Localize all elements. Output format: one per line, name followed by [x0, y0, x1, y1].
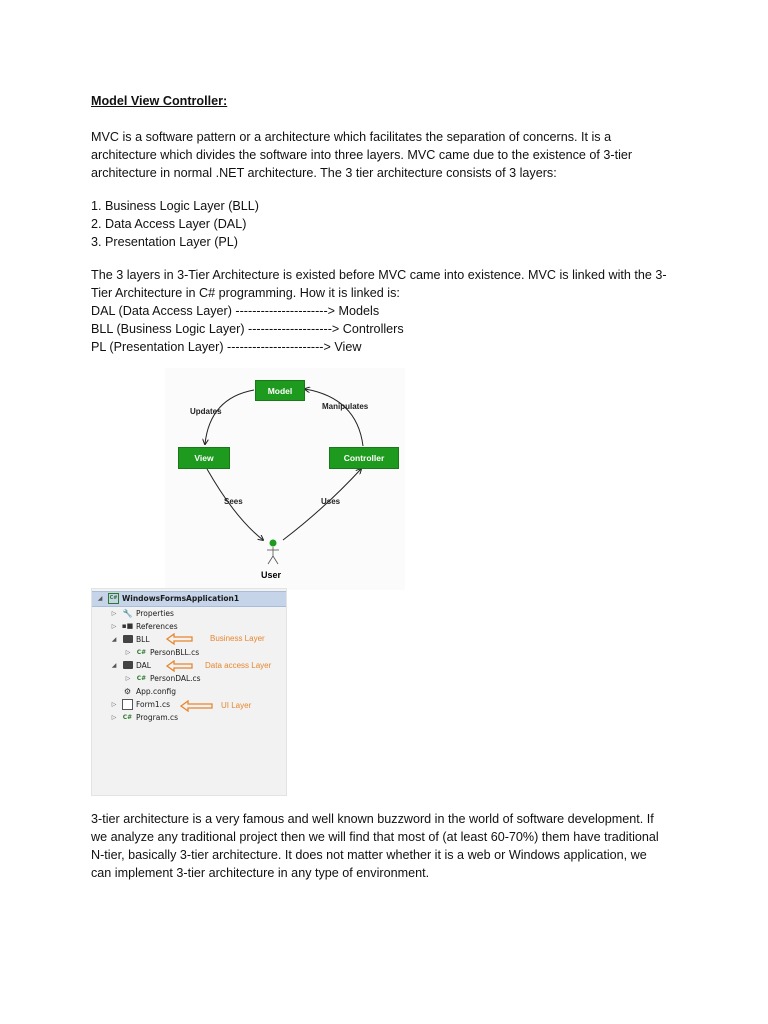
list-item: 2. Data Access Layer (DAL)	[91, 217, 247, 231]
references-icon: ▪■	[121, 622, 134, 630]
closing-paragraph	[91, 810, 691, 882]
app-config-label: App.config	[136, 686, 176, 696]
collapsed-icon[interactable]: ▷	[125, 674, 131, 682]
wrench-icon: 🔧	[122, 608, 133, 618]
project-label: WindowsFormsApplication1	[122, 593, 240, 603]
user-icon	[267, 540, 279, 565]
list-item: 1. Business Logic Layer (BLL)	[91, 199, 260, 213]
mapping-dal-models: DAL (Data Access Layer) ----------------------> Models	[91, 304, 380, 318]
csharp-file-icon: C#	[136, 674, 147, 682]
csharp-project-icon: C#	[108, 593, 119, 604]
person-dal-item[interactable]	[124, 672, 201, 684]
closing-line: we analyze any traditional project then we will find that most of (at least 60-70%) them have traditional	[91, 830, 659, 844]
expanded-icon[interactable]: ◢	[111, 635, 117, 643]
properties-item[interactable]	[110, 607, 174, 619]
program-label: Program.cs	[136, 712, 179, 722]
program-item[interactable]	[110, 711, 178, 723]
data-access-layer-annotation: Data access Layer	[205, 661, 272, 670]
csharp-file-icon: C#	[122, 713, 133, 721]
intro-paragraph	[91, 128, 691, 182]
references-label: References	[136, 621, 178, 631]
updates-arrow	[205, 390, 254, 444]
references-item[interactable]	[110, 620, 178, 632]
config-file-icon: ⚙	[123, 686, 132, 696]
solution-explorer	[91, 588, 287, 796]
manipulates-label: Manipulates	[322, 402, 369, 411]
sees-label: Sees	[224, 497, 243, 506]
form1-label: Form1.cs	[136, 699, 171, 709]
linking-line: Tier Architecture in C# programming. How it is linked is:	[91, 286, 400, 300]
properties-label: Properties	[136, 608, 174, 618]
manipulates-arrow	[305, 389, 363, 446]
page-title: Model View Controller:	[91, 94, 228, 108]
project-item[interactable]	[96, 592, 239, 604]
folder-icon	[122, 634, 133, 644]
mvc-arrows	[165, 368, 405, 590]
linking-line: The 3 layers in 3-Tier Architecture is existed before MVC came into existence. MVC is linked with the 3-	[91, 268, 667, 282]
mapping-bll-controllers: BLL (Business Logic Layer) --------------------> Controllers	[91, 322, 404, 336]
collapsed-icon[interactable]: ▷	[111, 700, 117, 708]
updates-label: Updates	[190, 407, 222, 416]
bll-label: BLL	[136, 634, 150, 644]
list-item: 3. Presentation Layer (PL)	[91, 235, 239, 249]
business-layer-arrow-icon	[166, 633, 194, 645]
collapsed-icon[interactable]: ▷	[111, 609, 117, 617]
person-dal-label: PersonDAL.cs	[150, 673, 201, 683]
intro-line: architecture which divides the software into three layers. MVC came due to the existence of 3-tier	[91, 148, 633, 162]
dal-label: DAL	[136, 660, 151, 670]
layers-list	[91, 197, 691, 251]
form-file-icon	[122, 699, 133, 709]
controller-box: Controller	[329, 447, 399, 469]
intro-line: MVC is a software pattern or a architecture which facilitates the separation of concerns. It is a	[91, 130, 612, 144]
data-access-layer-arrow-icon	[166, 660, 194, 672]
mapping-pl-view: PL (Presentation Layer) -----------------------> View	[91, 340, 362, 354]
collapsed-icon[interactable]: ▷	[111, 622, 117, 630]
closing-line: 3-tier architecture is a very famous and well known buzzword in the world of software development. If	[91, 812, 654, 826]
collapsed-icon[interactable]: ▷	[111, 713, 117, 721]
bll-folder-item[interactable]	[110, 633, 150, 645]
person-bll-item[interactable]	[124, 646, 199, 658]
business-layer-annotation: Business Layer	[210, 634, 265, 643]
ui-layer-annotation: UI Layer	[221, 701, 252, 710]
closing-line: can implement 3-tier architecture in any type of environment.	[91, 866, 430, 880]
collapsed-icon[interactable]: ▷	[125, 648, 131, 656]
form1-item[interactable]	[110, 698, 170, 710]
ui-layer-arrow-icon	[180, 700, 214, 712]
user-label: User	[261, 570, 282, 580]
closing-line: N-tier, basically 3-tier architecture. It does not matter whether it is a web or Windows application, we	[91, 848, 647, 862]
expanded-icon[interactable]: ◢	[111, 661, 117, 669]
view-box: View	[178, 447, 230, 469]
app-config-item[interactable]	[122, 685, 176, 697]
intro-line: architecture in normal .NET architecture. The 3 tier architecture consists of 3 layers:	[91, 166, 557, 180]
expanded-icon[interactable]: ◢	[97, 594, 103, 602]
model-box: Model	[255, 380, 305, 401]
dal-folder-item[interactable]	[110, 659, 151, 671]
uses-label: Uses	[321, 497, 341, 506]
person-bll-label: PersonBLL.cs	[150, 647, 200, 657]
folder-icon	[122, 660, 133, 670]
mvc-diagram	[165, 368, 405, 590]
linking-paragraph	[91, 266, 691, 356]
csharp-file-icon: C#	[136, 648, 147, 656]
